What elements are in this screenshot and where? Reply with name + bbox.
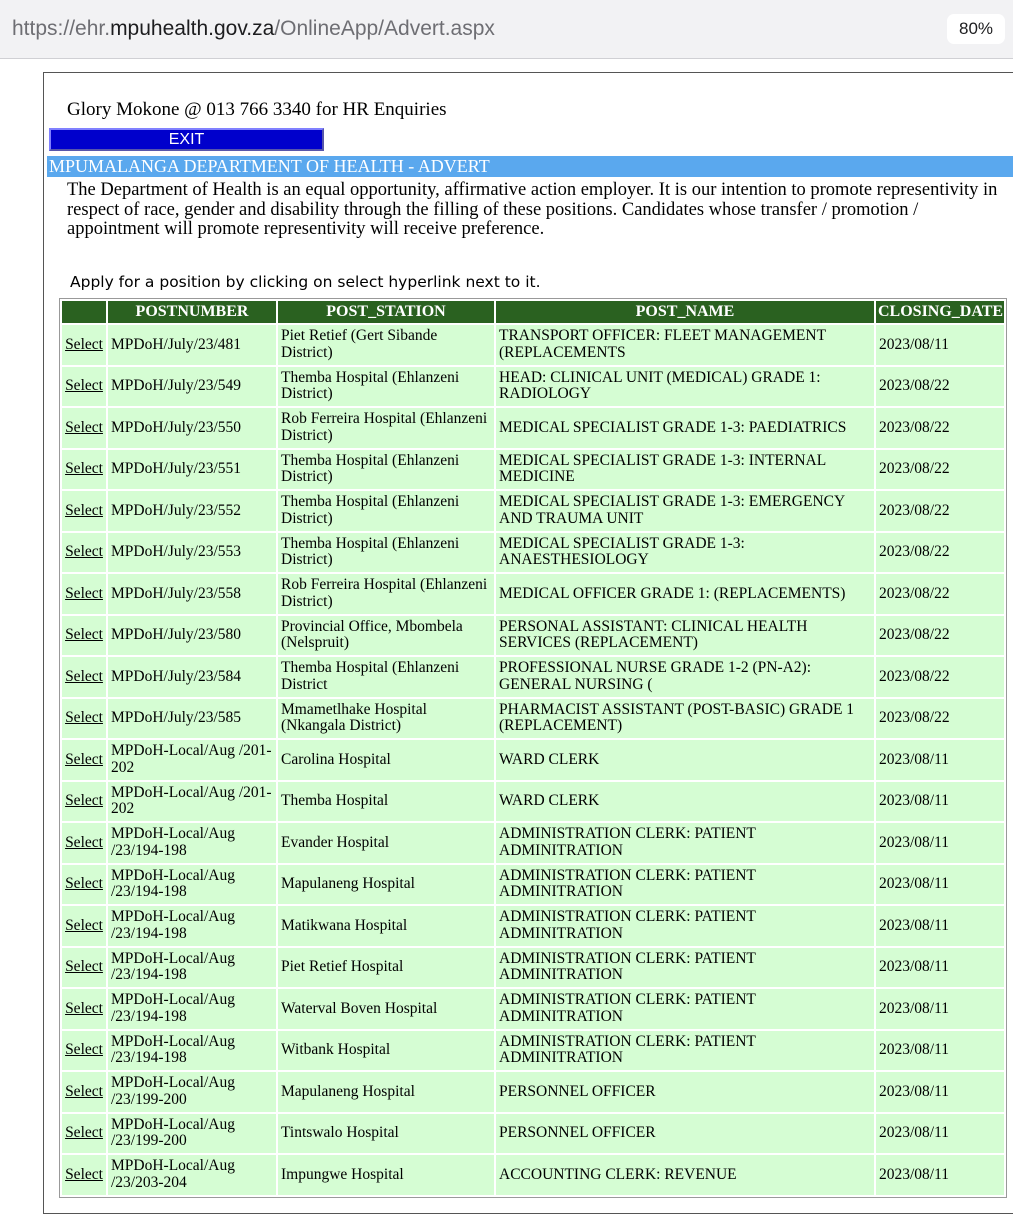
browser-address-bar[interactable]	[0, 0, 1013, 59]
closing-date-cell: 2023/08/22	[876, 657, 1004, 697]
post-number-cell: MPDoH/July/23/580	[108, 616, 276, 656]
post-number-cell: MPDoH-Local/Aug /23/199-200	[108, 1072, 276, 1112]
post-number-cell: MPDoH/July/23/558	[108, 574, 276, 614]
closing-date-cell: 2023/08/22	[876, 699, 1004, 739]
select-cell	[62, 740, 106, 780]
post-number-cell: MPDoH/July/23/481	[108, 325, 276, 365]
url-path: /OnlineApp/Advert.aspx	[274, 17, 495, 40]
closing-date-cell: 2023/08/11	[876, 1114, 1004, 1154]
select-link[interactable]: Select	[65, 335, 103, 353]
select-link[interactable]: Select	[65, 584, 103, 602]
closing-date-cell: 2023/08/11	[876, 906, 1004, 946]
column-header-postnumber: POSTNUMBER	[108, 301, 276, 323]
select-link[interactable]: Select	[65, 875, 103, 892]
post-name-cell: WARD CLERK	[496, 740, 874, 780]
column-header-post-station: POST_STATION	[278, 301, 494, 323]
select-cell	[62, 1031, 106, 1071]
closing-date-cell: 2023/08/11	[876, 823, 1004, 863]
post-name-cell: TRANSPORT OFFICER: FLEET MANAGEMENT (REPLACEMENTS	[496, 325, 874, 365]
post-name-cell: ADMINISTRATION CLERK: PATIENT ADMINITRATION	[496, 1031, 874, 1071]
post-name-cell: MEDICAL SPECIALIST GRADE 1-3: PAEDIATRICS	[496, 408, 874, 448]
select-link[interactable]: Select	[65, 833, 103, 851]
post-name-cell: PERSONNEL OFFICER	[496, 1072, 874, 1112]
post-station-cell: Themba Hospital (Ehlanzeni District)	[278, 450, 494, 490]
closing-date-cell: 2023/08/11	[876, 1031, 1004, 1071]
select-cell	[62, 865, 106, 905]
select-cell	[62, 1072, 106, 1112]
post-station-cell: Waterval Boven Hospital	[278, 989, 494, 1029]
table-header-row	[62, 301, 1004, 323]
closing-date-cell: 2023/08/11	[876, 325, 1004, 365]
post-number-cell: MPDoH-Local/Aug /23/194-198	[108, 906, 276, 946]
closing-date-cell: 2023/08/11	[876, 865, 1004, 905]
select-link[interactable]: Select	[65, 958, 103, 975]
select-cell	[62, 491, 106, 531]
select-cell	[62, 823, 106, 863]
post-station-cell: Impungwe Hospital	[278, 1155, 494, 1195]
select-link[interactable]: Select	[65, 916, 103, 934]
table-row	[62, 367, 1004, 407]
column-header-closing-date: CLOSING_DATE	[876, 301, 1004, 323]
table-row	[62, 989, 1004, 1029]
closing-date-cell: 2023/08/22	[876, 367, 1004, 407]
select-cell	[62, 782, 106, 822]
post-name-cell: MEDICAL SPECIALIST GRADE 1-3: ANAESTHESIOLOGY	[496, 533, 874, 573]
post-number-cell: MPDoH/July/23/553	[108, 533, 276, 573]
closing-date-cell: 2023/08/22	[876, 616, 1004, 656]
closing-date-cell: 2023/08/11	[876, 989, 1004, 1029]
table-row	[62, 1114, 1004, 1154]
table-row	[62, 491, 1004, 531]
closing-date-cell: 2023/08/22	[876, 491, 1004, 531]
post-number-cell: MPDoH-Local/Aug /201-202	[108, 740, 276, 780]
post-station-cell: Mapulaneng Hospital	[278, 1072, 494, 1112]
post-station-cell: Rob Ferreira Hospital (Ehlanzeni District)	[278, 408, 494, 448]
select-cell	[62, 948, 106, 988]
post-station-cell: Provincial Office, Mbombela (Nelspruit)	[278, 616, 494, 656]
post-station-cell: Tintswalo Hospital	[278, 1114, 494, 1154]
select-link[interactable]: Select	[65, 792, 103, 809]
post-name-cell: PERSONAL ASSISTANT: CLINICAL HEALTH SERVICES (REPLACEMENT)	[496, 616, 874, 656]
closing-date-cell: 2023/08/11	[876, 1155, 1004, 1195]
column-header-post-name: POST_NAME	[496, 301, 874, 323]
table-row	[62, 1031, 1004, 1071]
select-cell	[62, 450, 106, 490]
post-name-cell: ADMINISTRATION CLERK: PATIENT ADMINITRATION	[496, 865, 874, 905]
post-name-cell: ADMINISTRATION CLERK: PATIENT ADMINITRATION	[496, 948, 874, 988]
post-station-cell: Themba Hospital (Ehlanzeni District)	[278, 367, 494, 407]
post-name-cell: MEDICAL OFFICER GRADE 1: (REPLACEMENTS)	[496, 574, 874, 614]
column-header-select	[62, 301, 106, 323]
post-station-cell: Themba Hospital	[278, 782, 494, 822]
select-link[interactable]: Select	[65, 460, 103, 477]
post-station-cell: Witbank Hospital	[278, 1031, 494, 1071]
post-station-cell: Piet Retief (Gert Sibande District)	[278, 325, 494, 365]
select-link[interactable]: Select	[65, 418, 103, 436]
closing-date-cell: 2023/08/22	[876, 533, 1004, 573]
select-link[interactable]: Select	[65, 626, 103, 643]
post-number-cell: MPDoH-Local/Aug /23/194-198	[108, 865, 276, 905]
select-cell	[62, 1114, 106, 1154]
closing-date-cell: 2023/08/22	[876, 450, 1004, 490]
table-row	[62, 823, 1004, 863]
table-row	[62, 906, 1004, 946]
exit-button[interactable]: EXIT	[49, 128, 324, 151]
closing-date-cell: 2023/08/11	[876, 948, 1004, 988]
post-station-cell: Piet Retief Hospital	[278, 948, 494, 988]
table-row	[62, 740, 1004, 780]
select-link[interactable]: Select	[65, 501, 103, 519]
post-station-cell: Themba Hospital (Ehlanzeni District)	[278, 533, 494, 573]
post-name-cell: ADMINISTRATION CLERK: PATIENT ADMINITRATION	[496, 906, 874, 946]
select-link[interactable]: Select	[65, 709, 103, 726]
post-station-cell: Evander Hospital	[278, 823, 494, 863]
equal-opportunity-statement: The Department of Health is an equal opportunity, affirmative action employer. It is our intention to promote representivity in respect of race, gender and disability through the filling of these positions. Candidates whose transfer / promotion / appointment will promote representivity will receive preference.	[67, 180, 998, 239]
post-station-cell: Mapulaneng Hospital	[278, 865, 494, 905]
post-name-cell: ADMINISTRATION CLERK: PATIENT ADMINITRATION	[496, 823, 874, 863]
select-link[interactable]: Select	[65, 377, 103, 394]
table-row	[62, 533, 1004, 573]
post-number-cell: MPDoH/July/23/552	[108, 491, 276, 531]
post-number-cell: MPDoH-Local/Aug /23/199-200	[108, 1114, 276, 1154]
table-row	[62, 782, 1004, 822]
table-row	[62, 325, 1004, 365]
post-number-cell: MPDoH/July/23/585	[108, 699, 276, 739]
post-number-cell: MPDoH-Local/Aug /23/194-198	[108, 948, 276, 988]
select-cell	[62, 574, 106, 614]
post-number-cell: MPDoH-Local/Aug /201-202	[108, 782, 276, 822]
table-row	[62, 616, 1004, 656]
select-cell	[62, 616, 106, 656]
apply-instruction: Apply for a position by clicking on select hyperlink next to it.	[70, 273, 541, 291]
url-text[interactable]	[12, 17, 495, 41]
closing-date-cell: 2023/08/11	[876, 740, 1004, 780]
select-link[interactable]: Select	[65, 543, 103, 560]
post-station-cell: Rob Ferreira Hospital (Ehlanzeni District)	[278, 574, 494, 614]
select-cell	[62, 906, 106, 946]
post-station-cell: Mmametlhake Hospital (Nkangala District)	[278, 699, 494, 739]
post-station-cell: Themba Hospital (Ehlanzeni District	[278, 657, 494, 697]
select-link[interactable]: Select	[65, 750, 103, 768]
post-name-cell: WARD CLERK	[496, 782, 874, 822]
table-row	[62, 657, 1004, 697]
post-name-cell: PHARMACIST ASSISTANT (POST-BASIC) GRADE 1 (REPLACEMENT)	[496, 699, 874, 739]
post-name-cell: ADMINISTRATION CLERK: PATIENT ADMINITRATION	[496, 989, 874, 1029]
post-number-cell: MPDoH/July/23/549	[108, 367, 276, 407]
post-name-cell: PERSONNEL OFFICER	[496, 1114, 874, 1154]
select-link[interactable]: Select	[65, 999, 103, 1017]
post-number-cell: MPDoH-Local/Aug /23/203-204	[108, 1155, 276, 1195]
post-name-cell: PROFESSIONAL NURSE GRADE 1-2 (PN-A2): GENERAL NURSING (	[496, 657, 874, 697]
select-cell	[62, 367, 106, 407]
select-cell	[62, 1155, 106, 1195]
table-row	[62, 1072, 1004, 1112]
select-cell	[62, 325, 106, 365]
post-name-cell: ACCOUNTING CLERK: REVENUE	[496, 1155, 874, 1195]
select-cell	[62, 657, 106, 697]
post-station-cell: Matikwana Hospital	[278, 906, 494, 946]
table-row	[62, 574, 1004, 614]
post-number-cell: MPDoH/July/23/584	[108, 657, 276, 697]
post-station-cell: Carolina Hospital	[278, 740, 494, 780]
select-link[interactable]: Select	[65, 667, 103, 685]
closing-date-cell: 2023/08/22	[876, 408, 1004, 448]
select-cell	[62, 408, 106, 448]
hr-enquiries-text: Glory Mokone @ 013 766 3340 for HR Enquiries	[67, 99, 447, 120]
post-name-cell: MEDICAL SPECIALIST GRADE 1-3: INTERNAL MEDICINE	[496, 450, 874, 490]
select-cell	[62, 989, 106, 1029]
post-name-cell: MEDICAL SPECIALIST GRADE 1-3: EMERGENCY AND TRAUMA UNIT	[496, 491, 874, 531]
select-link[interactable]: Select	[65, 1124, 103, 1141]
post-number-cell: MPDoH/July/23/550	[108, 408, 276, 448]
select-link[interactable]: Select	[65, 1082, 103, 1100]
post-number-cell: MPDoH-Local/Aug /23/194-198	[108, 1031, 276, 1071]
closing-date-cell: 2023/08/11	[876, 782, 1004, 822]
closing-date-cell: 2023/08/11	[876, 1072, 1004, 1112]
zoom-indicator[interactable]: 80%	[947, 14, 1005, 44]
table-row	[62, 865, 1004, 905]
post-number-cell: MPDoH-Local/Aug /23/194-198	[108, 823, 276, 863]
select-link[interactable]: Select	[65, 1041, 103, 1058]
table-row	[62, 948, 1004, 988]
table-row	[62, 699, 1004, 739]
url-prefix: https://ehr.	[12, 17, 111, 40]
post-name-cell: HEAD: CLINICAL UNIT (MEDICAL) GRADE 1: RADIOLOGY	[496, 367, 874, 407]
post-number-cell: MPDoH-Local/Aug /23/194-198	[108, 989, 276, 1029]
post-station-cell: Themba Hospital (Ehlanzeni District)	[278, 491, 494, 531]
select-link[interactable]: Select	[65, 1165, 103, 1183]
url-domain: mpuhealth.gov.za	[110, 17, 275, 40]
table-row	[62, 408, 1004, 448]
vacancies-table	[59, 298, 1007, 1198]
select-cell	[62, 699, 106, 739]
table-row	[62, 450, 1004, 490]
table-row	[62, 1155, 1004, 1195]
advert-banner: MPUMALANGA DEPARTMENT OF HEALTH - ADVERT	[47, 156, 1013, 177]
closing-date-cell: 2023/08/22	[876, 574, 1004, 614]
post-number-cell: MPDoH/July/23/551	[108, 450, 276, 490]
select-cell	[62, 533, 106, 573]
